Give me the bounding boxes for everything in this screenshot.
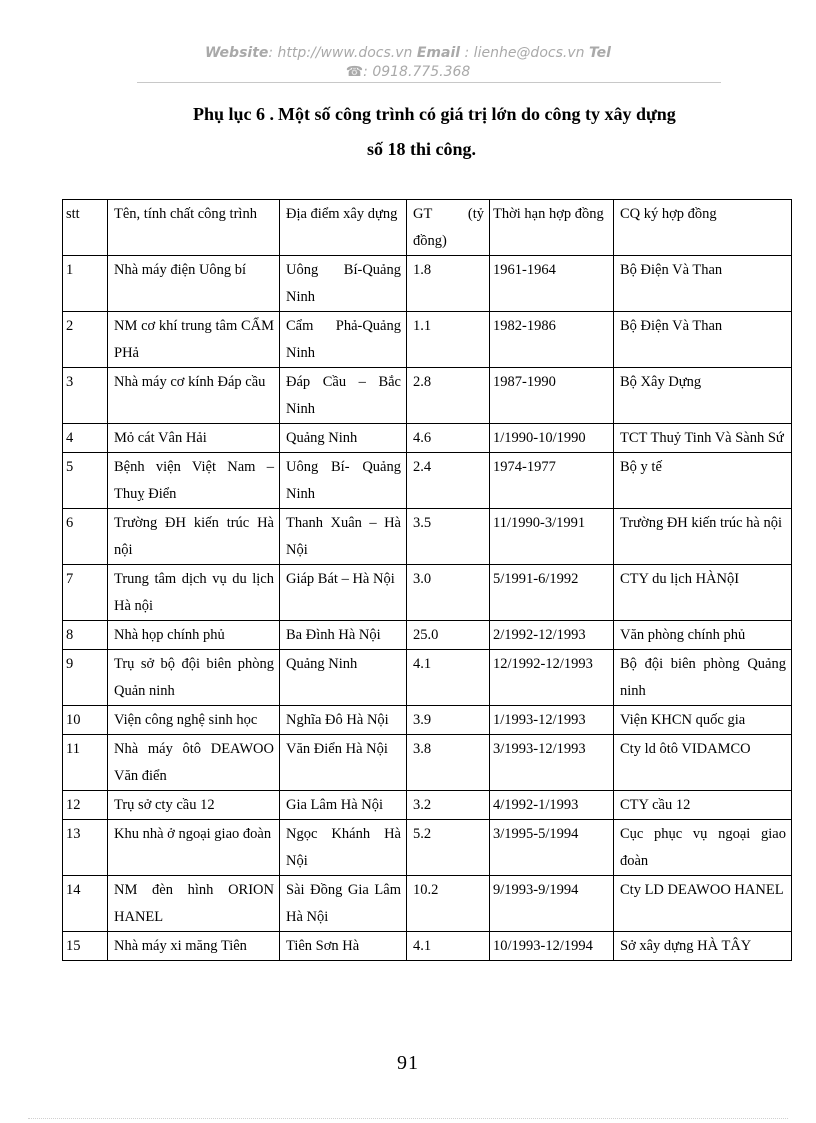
cell-name: Trụ sở cty cầu 12 [108, 791, 280, 820]
title-text-1: Một số công trình có giá trị lớn do công ty xây dựng [278, 104, 676, 124]
cell-period: 11/1990-3/1991 [490, 509, 614, 565]
cell-period: 2/1992-12/1993 [490, 621, 614, 650]
cell-value: 3.2 [407, 791, 490, 820]
cell-period: 12/1992-12/1993 [490, 650, 614, 706]
page-header [0, 44, 816, 82]
cell-name: Nhà máy ôtô DEAWOO Văn điển [108, 735, 280, 791]
cell-name: Trung tâm dịch vụ du lịch Hà nội [108, 565, 280, 621]
cell-name: Nhà họp chính phủ [108, 621, 280, 650]
cell-name: NM đèn hình ORION HANEL [108, 876, 280, 932]
cell-name: Trụ sở bộ đội biên phòng Quản ninh [108, 650, 280, 706]
header-line-2 [0, 63, 816, 82]
website-label: Website [205, 45, 269, 61]
phone-number: : 0918.775.368 [363, 64, 471, 80]
cell-location: Quảng Ninh [280, 424, 407, 453]
cell-location: Giáp Bát – Hà Nội [280, 565, 407, 621]
cell-location: Nghĩa Đô Hà Nội [280, 706, 407, 735]
cell-value: 4.1 [407, 932, 490, 961]
table-row [63, 621, 792, 650]
cell-value: 1.1 [407, 312, 490, 368]
cell-period: 1974-1977 [490, 453, 614, 509]
header-line-1 [0, 44, 816, 63]
cell-location: Quảng Ninh [280, 650, 407, 706]
table-row [63, 820, 792, 876]
page-title-line-2: số 18 thi công. [367, 139, 477, 159]
cell-name: Nhà máy điện Uông bí [108, 256, 280, 312]
cell-period: 1982-1986 [490, 312, 614, 368]
cell-stt: 12 [63, 791, 108, 820]
cell-contractor: Cty LD DEAWOO HANEL [614, 876, 792, 932]
cell-contractor: Văn phòng chính phủ [614, 621, 792, 650]
cell-name: Nhà máy cơ kính Đáp cầu [108, 368, 280, 424]
cell-name: Mỏ cát Vân Hải [108, 424, 280, 453]
cell-location: Uông Bí-Quảng Ninh [280, 256, 407, 312]
cell-location: Sài Đồng Gia Lâm Hà Nội [280, 876, 407, 932]
cell-contractor: Bộ Điện Và Than [614, 256, 792, 312]
table-row [63, 565, 792, 621]
cell-value: 3.5 [407, 509, 490, 565]
cell-contractor: Bộ đội biên phòng Quảng ninh [614, 650, 792, 706]
table-row [63, 368, 792, 424]
page-title-line-1 [193, 104, 676, 125]
col-header-name: Tên, tính chất công trình [108, 200, 280, 256]
cell-location: Ba Đình Hà Nội [280, 621, 407, 650]
cell-contractor: Sở xây dựng HÀ TÂY [614, 932, 792, 961]
cell-period: 1987-1990 [490, 368, 614, 424]
table-header-row [63, 200, 792, 256]
footer-divider [28, 1118, 788, 1119]
cell-name: Nhà máy xi măng Tiên [108, 932, 280, 961]
cell-location: Uông Bí- Quảng Ninh [280, 453, 407, 509]
col-header-contractor: CQ ký hợp đồng [614, 200, 792, 256]
cell-period: 5/1991-6/1992 [490, 565, 614, 621]
cell-contractor: CTY cầu 12 [614, 791, 792, 820]
cell-period: 3/1993-12/1993 [490, 735, 614, 791]
table-row [63, 312, 792, 368]
cell-contractor: CTY du lịch HÀNộI [614, 565, 792, 621]
table-row [63, 735, 792, 791]
cell-value: 3.8 [407, 735, 490, 791]
tel-label: Tel [588, 45, 611, 61]
cell-name: Bệnh viện Việt Nam – Thuỵ Điển [108, 453, 280, 509]
table-row [63, 256, 792, 312]
table-row [63, 876, 792, 932]
email-label: Email [416, 45, 461, 61]
cell-name: NM cơ khí trung tâm CẨM PHả [108, 312, 280, 368]
cell-stt: 2 [63, 312, 108, 368]
cell-location: Văn Điển Hà Nội [280, 735, 407, 791]
cell-location: Tiên Sơn Hà [280, 932, 407, 961]
cell-location: Gia Lâm Hà Nội [280, 791, 407, 820]
email-address[interactable]: : lienhe@docs.vn [460, 45, 589, 61]
cell-value: 3.0 [407, 565, 490, 621]
cell-value: 4.6 [407, 424, 490, 453]
cell-location: Thanh Xuân – Hà Nội [280, 509, 407, 565]
cell-location: Ngọc Khánh Hà Nội [280, 820, 407, 876]
cell-location: Đáp Cầu – Bắc Ninh [280, 368, 407, 424]
table-row [63, 932, 792, 961]
header-divider [137, 82, 721, 83]
website-url[interactable]: : http://www.docs.vn [268, 45, 417, 61]
cell-name: Viện công nghệ sinh học [108, 706, 280, 735]
cell-stt: 5 [63, 453, 108, 509]
page-number: 91 [397, 1052, 419, 1074]
table-row [63, 453, 792, 509]
cell-period: 9/1993-9/1994 [490, 876, 614, 932]
cell-stt: 13 [63, 820, 108, 876]
cell-period: 3/1995-5/1994 [490, 820, 614, 876]
cell-stt: 3 [63, 368, 108, 424]
cell-value: 25.0 [407, 621, 490, 650]
cell-contractor: TCT Thuỷ Tinh Và Sành Sứ [614, 424, 792, 453]
cell-value: 2.4 [407, 453, 490, 509]
cell-value: 2.8 [407, 368, 490, 424]
table-row [63, 424, 792, 453]
col-header-location: Địa điểm xây dựng [280, 200, 407, 256]
projects-table [62, 199, 792, 961]
table-row [63, 706, 792, 735]
cell-name: Trường ĐH kiến trúc Hà nội [108, 509, 280, 565]
col-header-period: Thời hạn hợp đồng [490, 200, 614, 256]
cell-stt: 8 [63, 621, 108, 650]
cell-name: Khu nhà ở ngoại giao đoàn [108, 820, 280, 876]
cell-period: 1/1993-12/1993 [490, 706, 614, 735]
cell-contractor: Cục phục vụ ngoại giao đoàn [614, 820, 792, 876]
appendix-label: Phụ lục 6 . [193, 104, 275, 124]
table-row [63, 509, 792, 565]
cell-stt: 15 [63, 932, 108, 961]
cell-contractor: Trường ĐH kiến trúc hà nội [614, 509, 792, 565]
table-row [63, 791, 792, 820]
cell-stt: 4 [63, 424, 108, 453]
cell-period: 4/1992-1/1993 [490, 791, 614, 820]
cell-contractor: Cty ld ôtô VIDAMCO [614, 735, 792, 791]
cell-value: 4.1 [407, 650, 490, 706]
cell-contractor: Bộ y tế [614, 453, 792, 509]
cell-period: 1/1990-10/1990 [490, 424, 614, 453]
cell-value: 10.2 [407, 876, 490, 932]
cell-contractor: Bộ Xây Dựng [614, 368, 792, 424]
cell-stt: 10 [63, 706, 108, 735]
cell-stt: 14 [63, 876, 108, 932]
cell-stt: 9 [63, 650, 108, 706]
cell-value: 3.9 [407, 706, 490, 735]
col-header-stt: stt [63, 200, 108, 256]
cell-value: 1.8 [407, 256, 490, 312]
cell-contractor: Viện KHCN quốc gia [614, 706, 792, 735]
cell-period: 1961-1964 [490, 256, 614, 312]
cell-value: 5.2 [407, 820, 490, 876]
col-header-value: GT (tỷ đồng) [407, 200, 490, 256]
cell-stt: 1 [63, 256, 108, 312]
cell-stt: 7 [63, 565, 108, 621]
cell-stt: 11 [63, 735, 108, 791]
table-row [63, 650, 792, 706]
cell-contractor: Bộ Điện Và Than [614, 312, 792, 368]
cell-location: Cẩm Phả-Quảng Ninh [280, 312, 407, 368]
phone-icon: ☎ [345, 64, 364, 80]
cell-stt: 6 [63, 509, 108, 565]
cell-period: 10/1993-12/1994 [490, 932, 614, 961]
